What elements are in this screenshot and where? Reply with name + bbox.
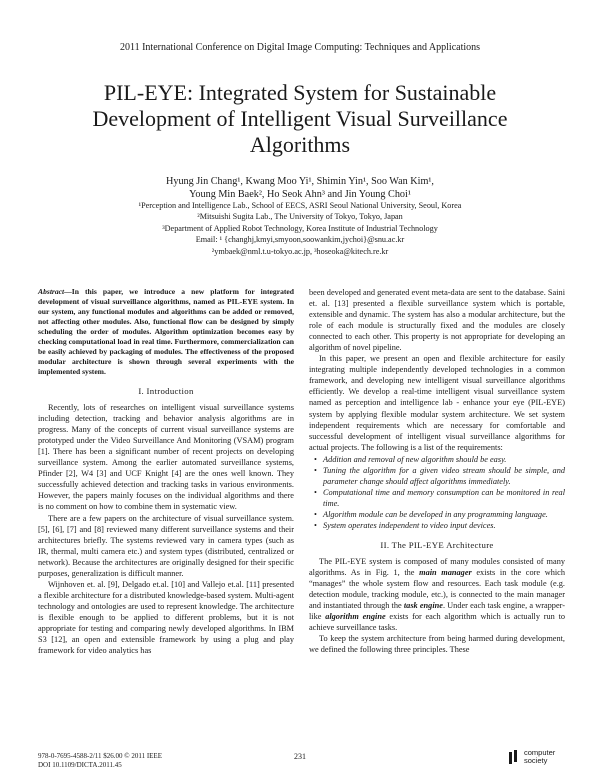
title-line: Algorithms [249,132,351,157]
logo-line: society [524,755,548,765]
computer-society-logo [508,748,564,770]
abstract [38,287,294,377]
list-item: • System operates independent to video input devices. [323,520,565,531]
email-line: Email: ¹ {changhj,kmyi,smyoon,soowankim,jychoi}@snu.ac.kr [195,235,405,245]
affiliations [40,200,560,257]
author-line: Hyung Jin Chang¹, Kwang Moo Yi¹, Shimin Yin¹, Soo Wan Kim¹, [166,176,434,187]
right-column [309,287,565,656]
affiliation-line: ¹Perception and Intelligence Lab., School of EECS, ASRI Seoul National University, Seoul, Korea [138,201,462,210]
list-item: • Computational time and memory consumption can be monitored in real time. [323,487,565,509]
intro-paragraph: Wijnhoven et. al. [9], Delgado et.al. [10] and Vallejo et.al. [11] presented a flexible architecture for a distributed knowledge-based system. Multi-agent technology and ontologies are used to represent knowledge. The architecture is flexible enough to be applied to different problems, but it is not appropriate for testing and comparing newly developed algorithms. In IBM S3 [12], an open and extensible framework by using a plug and play framework for video analytics has [38,579,294,656]
isbn-line: 978-0-7695-4588-2/11 $26.00 © 2011 IEEE [38,752,162,760]
text-run: The PIL-EYE system is composed of many modules consisted of many algorithms. As in Fig. 1, the [309,557,565,578]
logo-icon [508,750,520,764]
body-paragraph [309,556,565,633]
body-paragraph: been developed and generated event meta-data are sent to the database. Saini et. al. [13] presented a flexible surveillance system which is portable, extensible and dynamic. The system has also a modular architecture, but the role of each module is structurally fixed and the modules are closely connected to each other. This property is not appropriate for developing an algorithm of novel pipeline. [309,288,565,353]
logo-line: computer [524,748,556,757]
title-line: Development of Intelligent Visual Surveillance [92,106,508,131]
emphasis-term: main manager [419,568,472,578]
list-item: • Algorithm module can be developed in any programming language. [323,509,565,520]
conference-header: 2011 International Conference on Digital Image Computing: Techniques and Applications [119,42,481,53]
author-list [60,176,540,201]
text-run: exists in the core which “manages” the whole system flow and resources. Each task module (e.g. detection module, tracking module, etc.), is connected to the main manager and instantiated through the [309,568,565,611]
emphasis-term: task engine [403,601,443,611]
list-item: • Tuning the algorithm for a given video stream should be simple, and parameter change should affect algorithms immediately. [323,465,565,487]
section-heading-introduction: I. Introduction [138,386,194,396]
abstract-text: —In this paper, we introduce a new platform for integrated development of visual surveillance algorithms, named as PIL-EYE system. In our system, any functional modules and algorithms can be added or removed, not affecting other modules. Also, functional flow can be designed by simply scheduling the order of modules. Algorithm optimization becomes easy by checking computational load in real time. Furthermore, commercialization can be easily achieved by packaging of modules. The effectiveness of the proposed modular architecture is shown through several experiments with the implemented system. [38,287,294,376]
page-number: 231 [294,752,306,761]
title-line: PIL-EYE: Integrated System for Sustainable [103,80,497,105]
text-run: . Under each task engine, a wrapper-like [309,601,565,622]
emphasis-term: algorithm engine [325,612,386,622]
logo-text [524,749,555,764]
body-paragraph: In this paper, we present an open and flexible architecture for easily integrating multiple independently developed technologies in a common framework, and developing new intelligent visual surveillance algorithms efficiently. We develop a real-time intelligent visual surveillance system named as perception and intelligence lab - enhance your eye (PIL-EYE) system by applying flexible modular system architecture. We set system independent requirements which are necessary for comfortable and successful development of intelligent visual surveillance algorithms for actual projects. The following is a list of the requirements: [309,354,565,452]
doi-line: DOI 10.1109/DICTA.2011.45 [38,760,122,769]
body-paragraph: To keep the system architecture from being harmed during development, we defined the following three principles. These [309,634,565,655]
intro-paragraph: Recently, lots of researches on intelligent visual surveillance systems including detection, tracking and behavior analysis algorithms are in progress. Many of the concepts of current visual surveillance systems are prototyped under the Video Surveillance And Monitoring (VSAM) program [1]. There has been a significant number of recent projects on developing surveillance system. Among the earlier automated surveillance systems, Pfinder [2], W4 [3] and UCF Knight [4] are the ones well known. They successfully achieved detection and tracking tasks in various environments. However, the papers mainly focuses on the individual algorithms and there is no comment on how to combine them in systematic view. [38,403,294,512]
affiliation-line: ³Department of Applied Robot Technology, Korea Institute of Industrial Technology [162,223,438,233]
requirements-list [309,454,565,531]
list-item: • Addition and removal of new algorithm should be easy. [323,454,565,465]
author-line: Young Min Baek², Ho Seok Ahn³ and Jin Young Choi¹ [189,188,411,200]
affiliation-line: ²Mitsuishi Sugita Lab., The University of Tokyo, Tokyo, Japan [197,212,403,222]
paper-title [40,80,560,158]
left-column [38,287,294,656]
email-line: ²ymbaek@nml.t.u-tokyo.ac.jp, ³hoseoka@kitech.re.kr [211,246,389,256]
intro-paragraph: There are a few papers on the architecture of visual surveillance system. [5], [6], [7] and [8] reviewed many different surveillance systems and their architectures briefly. The systems reviewed vary in camera types (such as IR, thermal, multi camera etc.) and system types (distributed, centralized or network). Because the architectures are originally designed for their specific purposes, generalization is difficult manner. [38,513,294,578]
abstract-lead: Abstract [38,287,65,296]
text-run: exists for each algorithm which is actually run to achieve surveillance tasks. [309,612,566,633]
section-heading-architecture: II. The PIL-EYE Architecture [380,540,494,551]
